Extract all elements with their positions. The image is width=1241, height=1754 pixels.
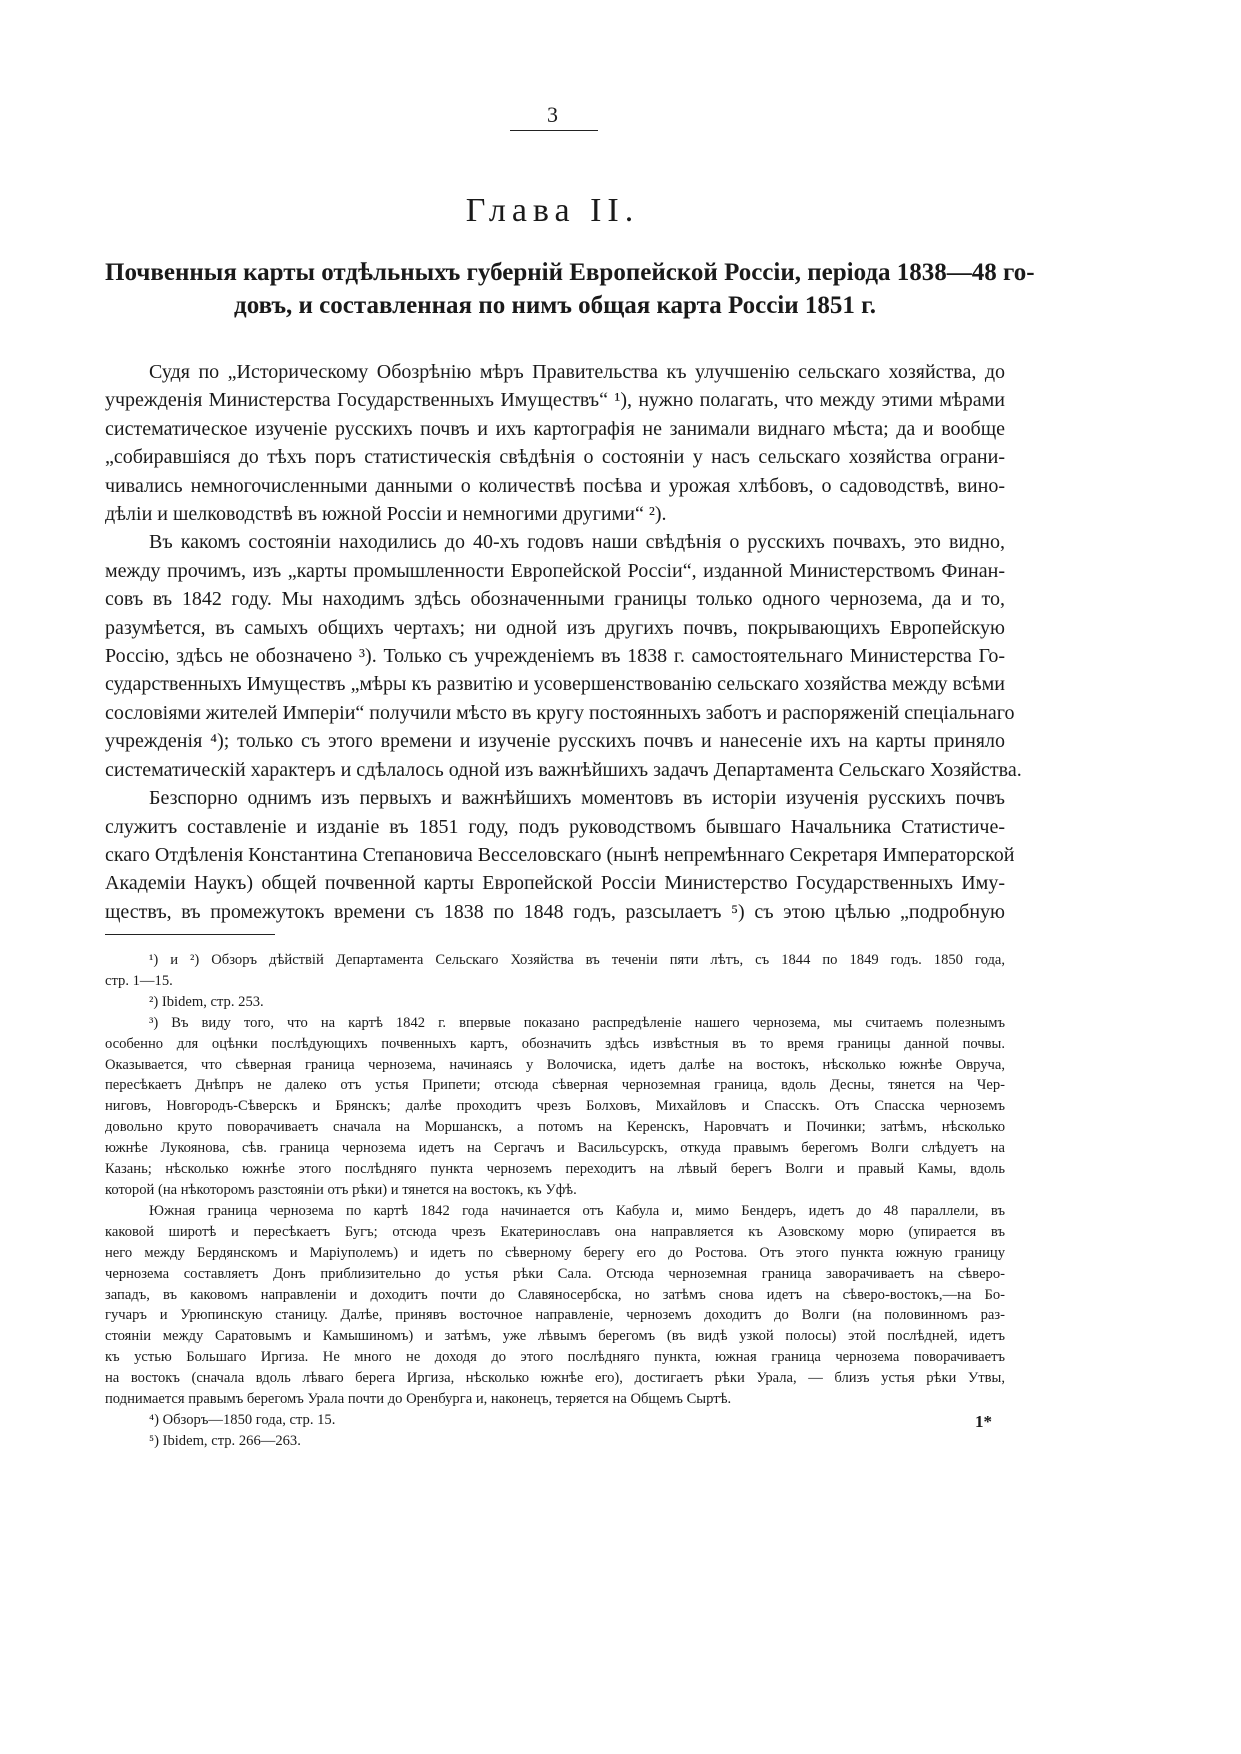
text-line: ²) Ibidem, стр. 253. xyxy=(149,993,264,1010)
text-line: него между Бердянскомъ и Маріуполемъ) и идетъ по сѣверному берегу его до Ростова. Отъ этого пункта южную границу xyxy=(105,1244,1005,1261)
text-line: каковой широтѣ и пересѣкаетъ Бугъ; отсюда чрезъ Екатеринославъ она направляется къ Азовскому морю (упирается въ xyxy=(105,1223,1005,1240)
text-line: „собиравшіяся до тѣхъ поръ статистическія свѣдѣнія о состояніи у насъ сельскаго хозяйства ограни- xyxy=(105,446,1005,469)
text-line: Оказывается, что сѣверная граница чернозема, начинаясь у Волочиска, идетъ далѣе на востокъ, нѣсколько южнѣе Овруча, xyxy=(105,1056,1005,1073)
text-line: скаго Отдѣленія Константина Степановича Весселовскаго (нынѣ непремѣннаго Секретаря Императорской xyxy=(105,843,1015,866)
text-line: ⁴) Обзоръ—1850 года, стр. 15. xyxy=(149,1411,336,1428)
text-line: стояніи между Саратовымъ и Камышиномъ) и затѣмъ, уже лѣвымъ берегомъ (въ видѣ узкой полосы) этой послѣдней, идетъ xyxy=(105,1328,1005,1345)
text-line: чернозема составляетъ Донъ приблизительно до устья рѣки Сала. Отсюда черноземная граница заворачиваетъ на сѣверо- xyxy=(105,1265,1005,1282)
text-line: ³) Въ виду того, что на картѣ 1842 г. впервые показано распредѣленіе нашего чернозема, мы считаемъ полезнымъ xyxy=(149,1014,1005,1031)
text-line: пересѣкаетъ Днѣпръ не далеко отъ устья Припети; отсюда сѣверная черноземная граница, вдоль Десны, тянется на Чер- xyxy=(105,1077,1005,1094)
text-line: которой (на нѣкоторомъ разстояніи отъ рѣки) и тянется на востокъ, къ Уфѣ. xyxy=(105,1181,577,1198)
text-line: поднимается правымъ берегомъ Урала почти до Оренбурга и, наконецъ, теряется на Общемъ Сыртѣ. xyxy=(105,1391,732,1408)
text-line: ниговъ, Новгородъ-Сѣверскъ и Брянскъ; далѣе проходитъ чрезъ Болховъ, Михайловъ и Спасскъ. Отъ Спасска черноземъ xyxy=(105,1098,1005,1115)
text-line: особенно для оцѣнки послѣдующихъ почвенныхъ картъ, обозначить здѣсь извѣстныя въ то время границы данной почвы. xyxy=(105,1035,1005,1052)
paragraph xyxy=(105,528,1022,784)
text-line: чивались немногочисленными данными о количествѣ посѣва и урожая хлѣбовъ, о садоводствѣ, вино- xyxy=(105,474,1005,497)
text-line: разумѣется, въ самыхъ общихъ чертахъ; ни одной изъ другихъ почвъ, покрывающихъ Европейскую xyxy=(105,616,1005,639)
text-line: на востокъ (сначала вдоль лѣваго берега Иргиза, нѣсколько южнѣе его), достигаетъ рѣки Урала, — близъ устья рѣки Утвы, xyxy=(105,1370,1005,1387)
footnote xyxy=(105,1013,1005,1201)
text-line: довольно круто поворачиваетъ сначала на Моршанскъ, а потомъ на Керенскъ, Наровчатъ и Починки; затѣмъ, нѣсколько xyxy=(105,1119,1005,1136)
page-number: 3 xyxy=(547,102,558,127)
chapter-title xyxy=(105,256,1035,322)
footnotes xyxy=(105,950,1005,1452)
text-line: учрежденія Министерства Государственныхъ Имуществъ“ ¹), нужно полагать, что между этими мѣрами xyxy=(105,389,1005,412)
text-line: систематическое изученіе русскихъ почвъ и ихъ картографія не занимали виднаго мѣста; да и вообще xyxy=(105,417,1005,440)
footnote xyxy=(105,950,1005,992)
text-line: совъ въ 1842 году. Мы находимъ здѣсь обозначенными границы только одного чернозема, да и то, xyxy=(105,588,1005,611)
text-line: Въ какомъ состояніи находились до 40-хъ годовъ наши свѣдѣнія о русскихъ почвахъ, это видно, xyxy=(149,531,1005,554)
text-line: ¹) и ²) Обзоръ дѣйствій Департамента Сельскаго Хозяйства въ теченіи пяти лѣтъ, съ 1844 по 1849 годъ. 1850 года, xyxy=(149,952,1005,968)
text-line: между прочимъ, изъ „карты промышленности Европейской Россіи“, изданной Министерствомъ Финан- xyxy=(105,559,1005,582)
paragraph xyxy=(105,358,1005,528)
footnote xyxy=(105,1431,1005,1452)
footnote xyxy=(105,1201,1005,1410)
title-line: Почвенныя карты отдѣльныхъ губерній Европейской Россіи, періода 1838—48 го- xyxy=(105,259,1035,286)
paragraph xyxy=(105,784,1015,926)
text-line: служитъ составленіе и изданіе въ 1851 году, подъ руководствомъ бывшаго Начальника Статистиче- xyxy=(105,815,1005,838)
text-line: сословіями жителей Имперіи“ получили мѣсто въ кругу постоянныхъ заботъ и распоряженій спеціальнаго xyxy=(105,701,1015,724)
chapter-heading: Глава II. xyxy=(465,192,640,229)
text-line: къ устью Большаго Иргиза. Не много не доходя до этого послѣдняго пункта, южная граница чернозема поворачиваетъ xyxy=(105,1349,1005,1366)
footnote xyxy=(105,992,1005,1013)
text-line: Судя по „Историческому Обозрѣнію мѣръ Правительства къ улучшенію сельскаго хозяйства, до xyxy=(149,361,1005,383)
text-line: стр. 1—15. xyxy=(105,972,173,989)
text-line: учрежденія ⁴); только съ этого времени и изученіе русскихъ почвъ и нанесеніе ихъ на карты приняло xyxy=(105,730,1005,753)
text-line: южнѣе Лукоянова, сѣв. граница чернозема идетъ на Сергачъ и Васильсурскъ, откуда правымъ берегомъ Волги слѣдуетъ на xyxy=(105,1140,1005,1157)
text-line: ⁵) Ibidem, стр. 266—263. xyxy=(149,1432,301,1449)
text-line: Академіи Наукъ) общей почвенной карты Европейской Россіи Министерство Государственныхъ Иму- xyxy=(105,872,1005,895)
text-line: Южная граница чернозема по картѣ 1842 года начинается отъ Кабула и, мимо Бендеръ, идетъ до 48 параллели, въ xyxy=(149,1202,1005,1219)
text-line: Казань; нѣсколько южнѣе этого послѣдняго пункта черноземъ переходитъ на лѣвый берегъ Волги и правый Камы, вдоль xyxy=(105,1161,1005,1178)
text-line: сударственныхъ Имуществъ „мѣры къ развитію и усовершенствованію сельскаго хозяйства между всѣми xyxy=(105,673,1005,696)
body-text xyxy=(105,358,1022,926)
text-line: систематическій характеръ и сдѣлалось одной изъ важнѣйшихъ задачъ Департамента Сельскаго Хозяйства. xyxy=(105,758,1022,781)
text-line: дѣліи и шелководствѣ въ южной Россіи и немногими другими“ ²). xyxy=(105,503,667,526)
text-line: Безспорно однимъ изъ первыхъ и важнѣйшихъ моментовъ въ исторіи изученія русскихъ почвъ xyxy=(149,787,1005,810)
text-line: западъ, въ каковомъ направленіи и доходитъ почти до Славяносербска, но затѣмъ снова идетъ на сѣверо-востокъ,—на Бо- xyxy=(105,1286,1005,1303)
signature-mark: 1* xyxy=(975,1412,992,1431)
footnote-separator xyxy=(105,934,275,935)
text-line: Россію, здѣсь не обозначено ³). Только съ учрежденіемъ въ 1838 г. самостоятельнаго Министерства Го- xyxy=(105,645,1005,668)
title-line: довъ, и составленная по нимъ общая карта Россіи 1851 г. xyxy=(234,292,876,319)
text-line: ществъ, въ промежутокъ времени съ 1838 по 1848 годъ, разсылаетъ ⁵) съ этою цѣлью „подробную xyxy=(105,900,1005,923)
footnote xyxy=(105,1410,1005,1431)
page-number-rule xyxy=(510,130,598,131)
text-line: гучаръ и Урюпинскую станицу. Далѣе, принявъ восточное направленіе, черноземъ доходитъ до Волги (на половинномъ раз- xyxy=(105,1307,1005,1324)
